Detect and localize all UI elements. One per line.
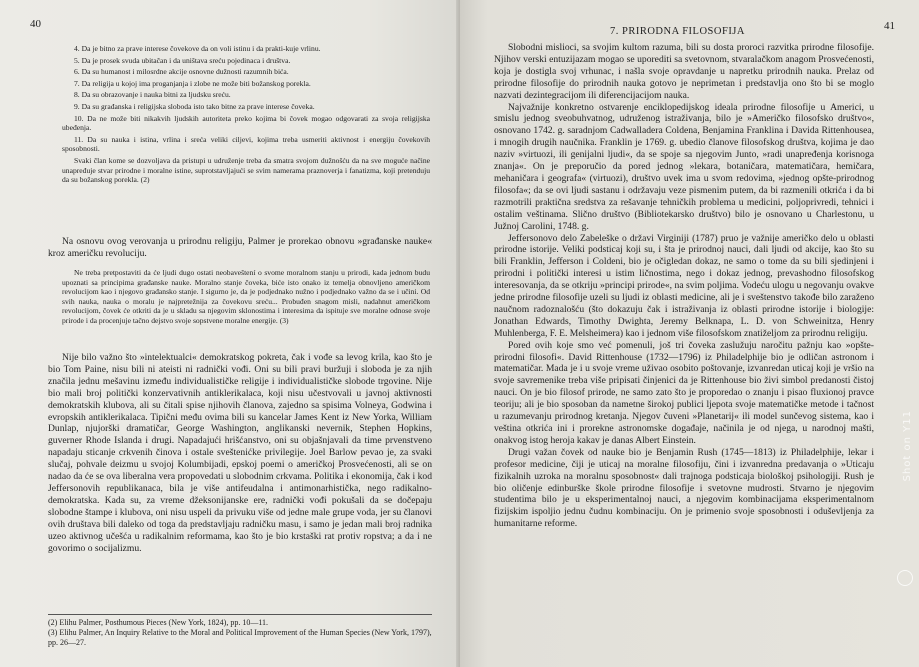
list-item: 8. Da su obrazovanje i nauka bitni za ljudsku sreću. xyxy=(74,90,231,100)
footnotes xyxy=(48,614,432,648)
footnote: (2) Elihu Palmer, Posthumous Pieces (New York, 1824), pp. 10—11. xyxy=(48,618,269,627)
numbered-list xyxy=(62,44,430,187)
right-body-text xyxy=(494,42,874,530)
list-item: 5. Da je prosek svuda ubitačan i da uništava sreću pojedinaca i društva. xyxy=(74,55,291,65)
body-paragraph: Nije bilo važno što »intelektualci« demokratskog pokreta, čak i vođe sa levog krila, kao što je bio Tom Paine, nisu bili ni ateisti ni radnički vođi. Oni su bili pravi buržuji i sloboda je za njih značila jednu mešavinu između individualističke religije i individualističke slobode trgovine. Nije bio mali broj politički konzervativnih antiklerikalaca, koji nisu učestvovali u javnoj aktivnosti demokratskih klubova, ali su čitali spise njihovih članova, zajedno sa spisima Volneya, Godwina i evropskih antiklerikalaca. Tipični među ovima bili su kancelar James Kent iz New Yorka, William Dunlap, njujorški dramatičar, George Washington, anglikanski nevernik, Stephen Hopkins, guverner Rhode Islanda i drugi. Napadajući hrišćanstvo, oni su objašnjavali da time prvenstveno napadaju sticanje crkvenih činova i ostale sveštenićke privilegije. Joel Barlow pevao je, za svaki slučaj, pohvale deizmu u svojoj Kolumbijadi, epskoj poemi o američkoj Prosvećenosti, ali se on nadao da će se ova liberalna vera propovedati u slobodnim crkvama. Politika i ekonomija, čak i kod Jeffersonovih republikanaca, bila je više antifeudalna i antimonarhistička, nego radikalno-demokratska. Kada su, za vreme džeksonijanske ere, radnički vođi pokušali da se dočepaju slobodne štampe i klubova, oni nisu uspeli da privuku više od jedne male grupe voda, jer su članovi ovih društava bili daleko od toga da predstavljaju radničku masu, i samo je jedan mali broj radnika uzeo aktivnog učešća u radikalnim reformama, kao što je bio krstaški rat protiv ropstva; a da i ne govorimo o socijalizmu. xyxy=(48,352,432,554)
list-item: 11. Da su nauka i istina, vrlina i sreća veliki ciljevi, kojima treba usmeriti aktivnost i energiju čovekovih sposobnosti. xyxy=(62,134,430,154)
block-quote xyxy=(62,268,430,326)
body-paragraph: Na osnovu ovog verovanja u prirodnu religiju, Palmer je prorekao obnovu »građanske nauke« kroz američku revoluciju. xyxy=(48,236,432,259)
paragraph-intellectuals xyxy=(48,352,432,554)
list-item: Svaki član kome se dozvoljava da pristupi u udruženje treba da smatra svojom dužnošću da na sve moguće načine unapređuje stvar prirodne i moralne istine, suprotstavljajući se svim namerama praznoverja i fanatizma, koji pretenduju da su božanskog porekla. (2) xyxy=(62,155,430,185)
body-paragraph: Pored ovih koje smo već pomenuli, još tri čoveka zaslužuju naročitu pažnju kao »opšte-prirodni filosofi«. David Rittenhouse (1732—1796) iz Philadelphije bio je odličan astronom i matematičar. Mada je i u svoje vreme uživao osobito poštovanje, izvanredan uticaj koji je vršio na svoje savremenike treba više pripisati činjenici da je Rittenhouse bio živi simbol predanosti čistoj nauci. On je bio filosof prirode, ne samo zato što je proporedao o znanju i pisao fluxionoj pravce teoriju; ali je bio sposoban da nametne širokoj publici ljepota svoje matematičke metode i tačnost u razumevanju prirodnog kretanja. Njegov čuveni »Planetarij« ili model sunčevog sistema, kao i veština otkrića ini i prorekne astronomske događaje, načinila je od njega, u narodnoj mašti, onakvog istog heroja kakav je danas Albert Einstein. xyxy=(494,339,874,446)
list-item: 7. Da religija u kojoj ima proganjanja i zlobe ne može biti božanskog porekla. xyxy=(74,78,311,88)
body-paragraph: Jeffersonovo delo Zabeleške o državi Virginiji (1787) pruo je važnije američko delo u oblasti prirodne istorije. Veliki podsticaj koji su, i šta je prirodnoj nauci, dali ljudi od akcije, kao što su bili Franklin, Jefferson i Coldeni, bio je očigledan dokaz, ne samo o tome da su bili sjedinjeni i prirodni i politički interesi u istim ličnostima, nego i dokaz jednog, prevashodno filosofskog interesovanja, da se otkriju »principi prirode«, na svim poljima. Vodeću ulogu u negovanju ovakve jedne prirodne filosofije uzeli su ljudi iz oblasti medicine, ali je i sveštenstvo takođe bilo zaraženo naučnom radoznalošću (što dokazuju čak i istraživanja iz oblasti prirodne istorije i biologije: Jonathan Edwards, Timothy Dwighta, Jeremy Belknapa, L. D. von Schweinitza, Henry Muhlenberga, F. E. Melsheimera) kao i jednom više filosofskom znatiželjom za prirodnu religiju. xyxy=(494,232,874,339)
body-paragraph: Drugi važan čovek od nauke bio je Benjamin Rush (1745—1813) iz Philadelphije, lekar i profesor medicine, čiji je uticaj na moralne filosofiju, čini i izvanredna predavanja o »Uticaju fizikalnih uzroka na moralnu sposobnost« dali trajnoga podsticaja biološkoj psihologiji. Rush je bio oličenje edinburške škole prirodne filosofije i svetovne mudrosti. Stvarno je njegovim studentima bilo je u eksperimentalnoj nauci, a njegovim kombinacijama eksperimentalnom fizijskim ispoljio jednu čudnu kombinaciju. On je primenio svoje sposobnosti i oduševljenja za humanitarne reforme. xyxy=(494,446,874,530)
right-page-number: 41 xyxy=(884,20,895,32)
list-item: 10. Da ne može biti nikakvih ljudskih autoriteta preko kojima bi čovek mogao odgovarati za svoja religijska ubeđenja. xyxy=(62,113,430,133)
list-item: 6. Da su humanost i milosrdne akcije osnovne dužnosti razumnih bića. xyxy=(74,67,289,77)
left-page-number: 40 xyxy=(30,18,41,30)
footnote: (3) Elihu Palmer, An Inquiry Relative to the Moral and Political Improvement of the Human Species (New York, 1797), pp. 26—27. xyxy=(48,628,432,647)
camera-watermark: Shot on Y11 xyxy=(902,410,913,482)
right-page xyxy=(460,0,919,667)
camera-watermark-icon xyxy=(897,570,913,586)
body-paragraph: Slobodni mislioci, sa svojim kultom razuma, bili su dosta proroci razvitka prirodne filosofije. Njihov verski entuzijazam mogao se uporediti sa svetovnom, stvaralačkom anagom Prosvećenosti, koja je dostigla svoj vrhunac, i našla svoje opravdanje u napretku prirodnih nauka. Prelaz od prirodne filosofije do prirodnih nauka gotovo je neprimetan i predstavlja ono što bi se moglo nazvati dezintegracijom ili diferencijacijom nauka. xyxy=(494,42,874,101)
list-item: 9. Da su građanska i religijska sloboda isto tako bitne za prave interese čoveka. xyxy=(74,101,315,111)
quote-text: Ne treba pretpostaviti da će ljudi dugo ostati neobaveštení o svome moralnom stanju u prirodi, kada jednom budu upoznati sa principima građanske nauke. Moralno stanje čoveka, biće isto onako iz temelja obnovljeno američkom revolucijom kao i njegovo građansko stanje. I sigurno je, da je podjednako nužno i podjednako važno da se i učini. Od svih nauka, nauka o moralu je najpretežnija za čovekovu sreću... Probuđen snagom misli, nadahnut američkom revolucijom, čovek će otkriti da je u skladu sa njegovim sklonostima i interesima da ispituje sve moralne odnose svoje prirode i da procenjuje tačno dejstvo svoje sopstvene moralne energije. (3) xyxy=(62,268,430,325)
body-paragraph: Najvažnije konkretno ostvarenje enciklopedijskog ideala prirodne filosofije u Americi, u smislu jednog sveobuhvatnog, udruženog istraživanja, bilo je »Američko filosofsko društvo«, osnovano 1742. g. saradnjom Cadwalladera Coldena, Benjamina Franklina i Davida Rittenhousea, i mnogih drugih naučnika. Franklin je 1769. g. ubedio članove filosofskog društva, kojima je dao naziv »virtuozi, ili genijalni ljudi«, da se spoje sa njegovim Junto, »radi unapređenja korisnoga znanja«. On je preporučio da pored jednog »lekara, botaničara, matematičara, hemičara, mehaničara i geografa« (virtuozi), društvo uvek ima u svom redovima, »jednog opšte-prirodnog filosofa«; da se ovi ljudi sastanu i održavaju veze pismenim putem, da bi razmenili otkrića i da bi razmotrili praktična sredstva za rešavanje tehničkih problema u medicini, poljoprivredi, tehnici i ostalim veštinama. Slično društvo (Bibliotekarsko društvo) bilo je osnovano u Charlestonu, u Južnoj Carolini, 1748. g. xyxy=(494,101,874,232)
chapter-title: 7. PRIRODNA FILOSOFIJA xyxy=(610,26,745,37)
list-item: 4. Da je bitno za prave interese čovekove da on voli istinu i da prakti-kuje vrlinu. xyxy=(74,44,321,53)
paragraph-revolution xyxy=(48,236,432,260)
